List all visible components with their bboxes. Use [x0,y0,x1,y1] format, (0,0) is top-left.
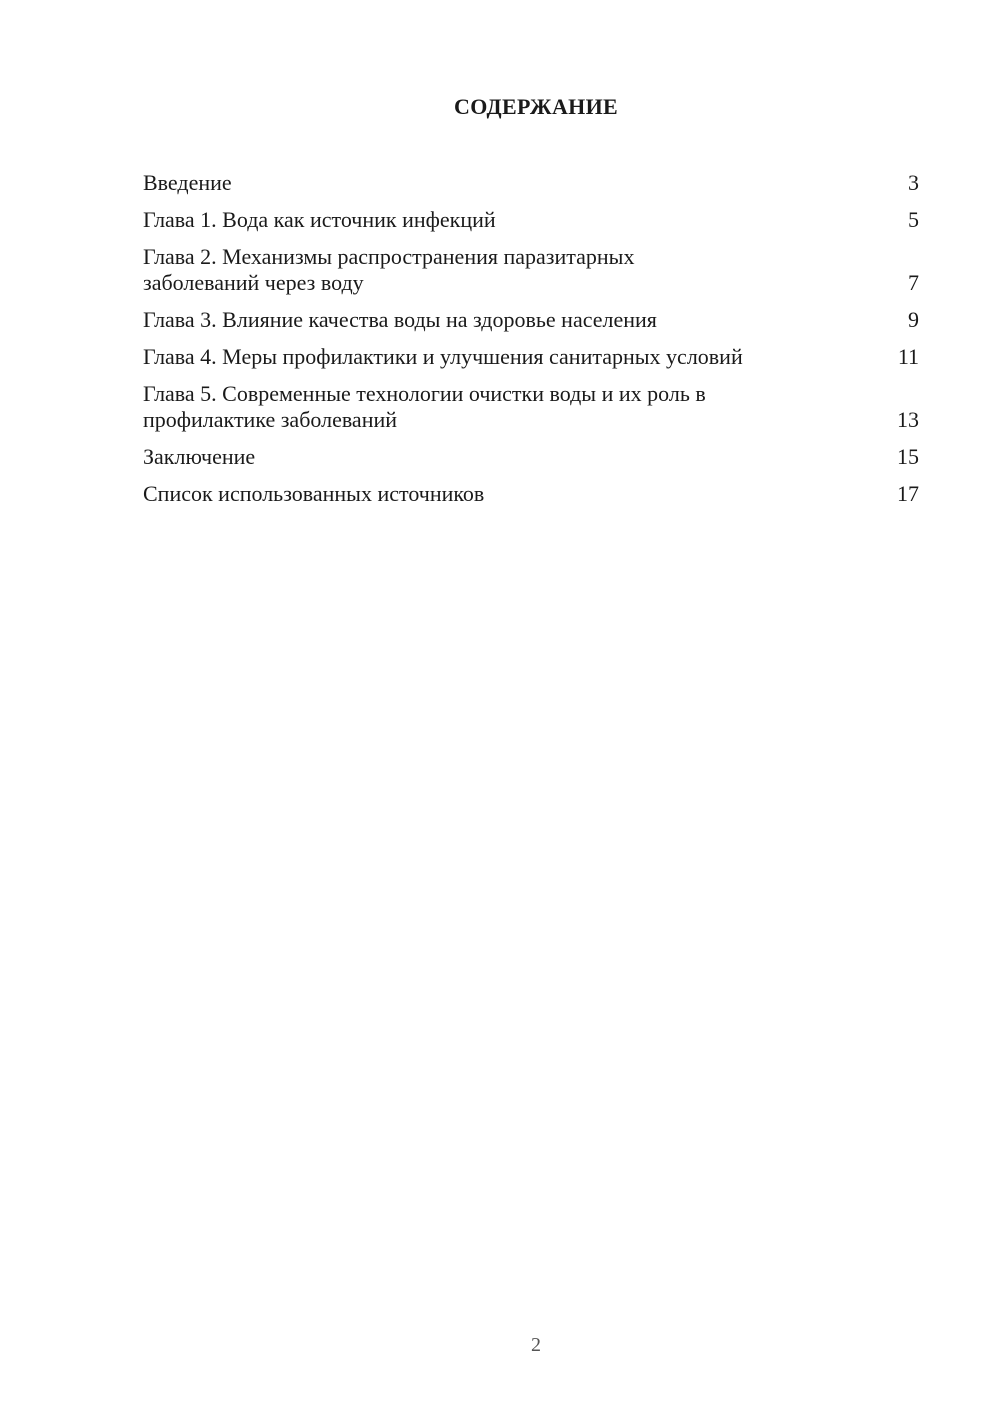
toc-entry-page: 11 [897,344,919,369]
toc-entry-title: Введение [143,170,232,195]
toc-entry-chapter-2 [143,244,919,296]
toc-entry-title: Глава 3. Влияние качества воды на здоровье населения [143,307,657,332]
toc-entry-chapter-5 [143,381,919,433]
table-of-contents [143,170,919,518]
toc-entry-page: 15 [897,444,919,469]
toc-entry-page: 5 [908,207,919,232]
toc-entry-title: Глава 4. Меры профилактики и улучшения санитарных условий [143,344,743,369]
toc-entry-chapter-3 [143,307,919,333]
toc-entry-title: Список использованных источников [143,481,485,506]
toc-entry-page: 17 [897,481,919,506]
toc-entry-page: 7 [908,270,919,295]
toc-entry-page: 13 [897,407,919,432]
toc-entry-title: Глава 1. Вода как источник инфекций [143,207,496,232]
toc-entry-title: Глава 2. Механизмы распространения паразитарных заболеваний через воду [143,244,635,295]
toc-entry-references [143,481,919,507]
toc-entry-page: 9 [908,307,919,332]
toc-entry-title: Глава 5. Современные технологии очистки воды и их роль в профилактике заболеваний [143,381,706,432]
page-number: 2 [531,1334,541,1356]
toc-entry-page: 3 [908,170,919,195]
toc-entry-introduction [143,170,919,196]
toc-entry-title: Заключение [143,444,256,469]
toc-entry-chapter-1 [143,207,919,233]
toc-entry-conclusion [143,444,919,470]
page-title: СОДЕРЖАНИЕ [454,94,618,119]
toc-entry-chapter-4 [143,344,919,370]
